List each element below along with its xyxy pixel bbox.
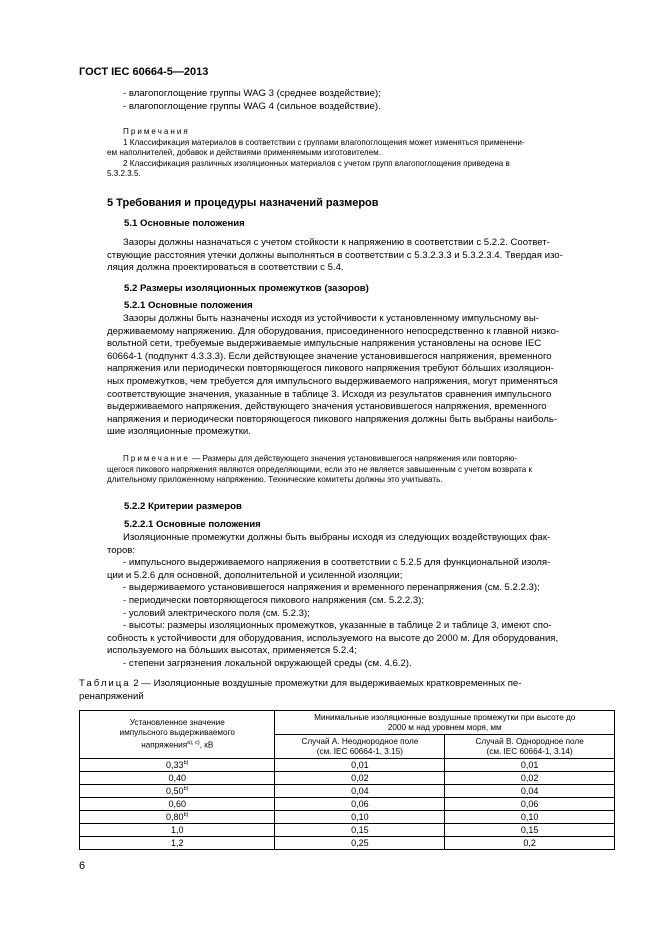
table-row (80, 824, 615, 837)
caption-number: 2 (133, 678, 139, 689)
section-5-2-1-title: 5.2.1 Основные положения (124, 300, 253, 311)
page-number: 6 (79, 860, 86, 872)
table-row (80, 811, 615, 824)
header-line: напряжения (141, 740, 188, 750)
document-header: ГОСТ IEC 60664-5—2013 (79, 66, 209, 78)
paragraph-line: выдерживаемого напряжения, действующего значения установившегося напряжения, временного (107, 401, 547, 413)
voltage-cell: 1,2 (80, 837, 275, 850)
list-item: - выдерживаемого установившегося напряжения и временного перенапряжения (см. 5.2.2.3); (123, 582, 540, 594)
header-line: Установленное значение (129, 718, 225, 728)
footnote-ref: а), с) (187, 740, 200, 747)
caption-line: ренапряжений (79, 690, 144, 702)
list-item: - влагопоглощение группы WAG 3 (среднее воздействие); (123, 88, 381, 99)
note-line: щегося пикового напряжения являются определяющими, если это не является завышенным с учетом возврата к (107, 464, 533, 474)
voltage-cell: 0,60 (80, 798, 275, 811)
list-item: - импульсного выдерживаемого напряжения в соответствии с 5.2.5 для функциональной изоля- (123, 557, 551, 569)
notes-title: Примечания (123, 127, 190, 136)
note-2-line: 2 Классификация различных изоляционных материалов с учетом групп влагопоглощения приведена в (123, 158, 510, 168)
note-1-line: ем наполнителей, добавок и действиями применяемыми изготовителем. (107, 148, 381, 158)
paragraph-line: держиваемому напряжению. Для оборудования, присоединенного непосредственно к главной низко- (107, 325, 560, 337)
caption-line: — Изоляционные воздушные промежутки для выдерживаемых кратковременных пе- (138, 678, 522, 689)
case-b-cell: 0,15 (445, 824, 615, 837)
header-line: (см. IEC 60664-1, 3.14) (486, 746, 573, 756)
list-item: ции и 5.2.6 для основной, дополнительной и усиленной изоляции; (107, 569, 403, 581)
voltage-cell: 0,40 (80, 772, 275, 785)
paragraph-line: Зазоры должны быть назначены исходя из устойчивости к установленному импульсному вы- (123, 313, 539, 324)
note-1-line: 1 Классификация материалов в соответствии с группами влагопоглощения может изменяться применени- (123, 137, 525, 147)
section-5-title: 5 Требования и процедуры назначений размеров (107, 197, 379, 209)
table-row (80, 837, 615, 850)
table-row (80, 772, 615, 785)
note-line: длительному приложенному напряжению. Технические комитеты должны это учитывать. (107, 475, 443, 485)
section-5-2-1-note (107, 454, 615, 486)
col-case-b-header (445, 735, 615, 759)
caption-label: Таблица (79, 678, 131, 689)
header-line: Минимальные изоляционные воздушные промежутки при высоте до (314, 712, 576, 722)
paragraph-line: ных промежутков, чем требуется для импульсного выдерживаемого напряжения, могут применяться (107, 375, 558, 387)
voltage-cell: 1,0 (80, 824, 275, 837)
case-a-cell: 0,25 (275, 837, 445, 850)
header-line: (см. IEC 60664-1, 3.15) (316, 746, 403, 756)
note-label: Примечание (123, 454, 190, 463)
paragraph-line: ляция должна проектироваться в соответствии с 5.4. (107, 262, 344, 274)
header-line: Случай А. Неоднородное поле (301, 736, 419, 746)
case-b-cell: 0,01 (445, 759, 615, 772)
voltage-cell: 0,50$^{b)}$ (80, 785, 275, 798)
list-item: - степени загрязнения локальной окружающей среды (см. 4.6.2). (123, 657, 412, 669)
case-b-cell: 0,2 (445, 837, 615, 850)
paragraph-line: шие изоляционные промежутки. (107, 426, 251, 438)
section-5-2-title: 5.2 Размеры изоляционных промежутков (зазоров) (124, 283, 369, 294)
case-b-cell: 0,10 (445, 811, 615, 824)
list-item: используемого на бóльших высотах, применяется 5.2.4; (107, 645, 357, 657)
table-row (80, 785, 615, 798)
section-5-2-2-title: 5.2.2 Критерии размеров (124, 501, 242, 512)
table-2-caption (79, 678, 615, 703)
table-row (80, 798, 615, 811)
header-line: 2000 м над уровнем моря, мм (387, 722, 502, 732)
notes-block (107, 127, 615, 180)
case-a-cell: 0,15 (275, 824, 445, 837)
list-item: - высоты: размеры изоляционных промежутков, указанные в таблице 2 и таблице 3, имеют спо- (123, 620, 552, 632)
case-b-cell: 0,02 (445, 772, 615, 785)
section-5-1-paragraph (107, 237, 615, 275)
paragraph-line: 60664-1 (подпункт 4.3.3.3). Если действующее значение установившегося напряжения, временного (107, 350, 552, 362)
paragraph-line: Изоляционные промежутки должны быть выбраны исходя из следующих воздействующих фак- (123, 532, 551, 543)
paragraph-line: соответствующие значения, указанные в таблице 3. Исходя из результатов сравнения импульсного (107, 388, 552, 400)
paragraph-line: торов: (107, 544, 136, 556)
case-b-cell: 0,06 (445, 798, 615, 811)
note-line: — Размеры для действующего значения установившегося напряжения или повторяю- (189, 454, 518, 463)
paragraph-line: напряжения и периодически повторяющегося пикового напряжения должны быть выбраны наиболь- (107, 413, 558, 425)
section-5-2-2-1-title: 5.2.2.1 Основные положения (124, 519, 261, 530)
intro-list (107, 88, 615, 113)
paragraph-line: напряжения или периодически повторяющегося пикового напряжения требуют бóльших изоляцион- (107, 363, 554, 375)
paragraph-line: вольтной сети, требуемые выдерживаемые импульсные напряжения установлены на основе IEC (107, 338, 542, 350)
table-2 (79, 710, 615, 850)
voltage-cell: 0,33$^{b)}$ (80, 759, 275, 772)
list-item: - влагопоглощение группы WAG 4 (сильное воздействие). (123, 100, 381, 112)
case-a-cell: 0,01 (275, 759, 445, 772)
case-a-cell: 0,06 (275, 798, 445, 811)
case-a-cell: 0,04 (275, 785, 445, 798)
group-header (275, 711, 615, 735)
header-line: импульсного выдерживаемого (119, 728, 235, 738)
case-a-cell: 0,10 (275, 811, 445, 824)
paragraph-line: ствующие расстояния утечки должны выполняться в соответствии с 5.3.2.3.3 и 5.3.2.3.4. Твердая изо- (107, 249, 563, 261)
section-5-2-2-1-paragraph (107, 532, 615, 671)
note-2-line: 5.3.2.3.5. (107, 169, 141, 179)
header-unit: , кВ (199, 740, 214, 750)
section-5-1-title: 5.1 Основные положения (124, 218, 245, 229)
list-item: собность к устойчивости для оборудования, используемого на высоте до 2000 м. Для оборудования, (107, 632, 559, 644)
paragraph-line: Зазоры должны назначаться с учетом стойкости к напряжению в соответствии с 5.2.2. Соответ- (123, 237, 550, 248)
table-row (80, 759, 615, 772)
col-voltage-header (80, 711, 275, 759)
section-5-2-1-paragraph (107, 313, 615, 439)
case-a-cell: 0,02 (275, 772, 445, 785)
case-b-cell: 0,04 (445, 785, 615, 798)
voltage-cell: 0,80$^{b)}$ (80, 811, 275, 824)
list-item: - условий электрического поля (см. 5.2.3); (123, 607, 310, 619)
list-item: - периодически повторяющегося пикового напряжения (см. 5.2.2.3); (123, 594, 425, 606)
col-case-a-header (275, 735, 445, 759)
header-line: Случай В. Однородное поле (475, 736, 584, 746)
